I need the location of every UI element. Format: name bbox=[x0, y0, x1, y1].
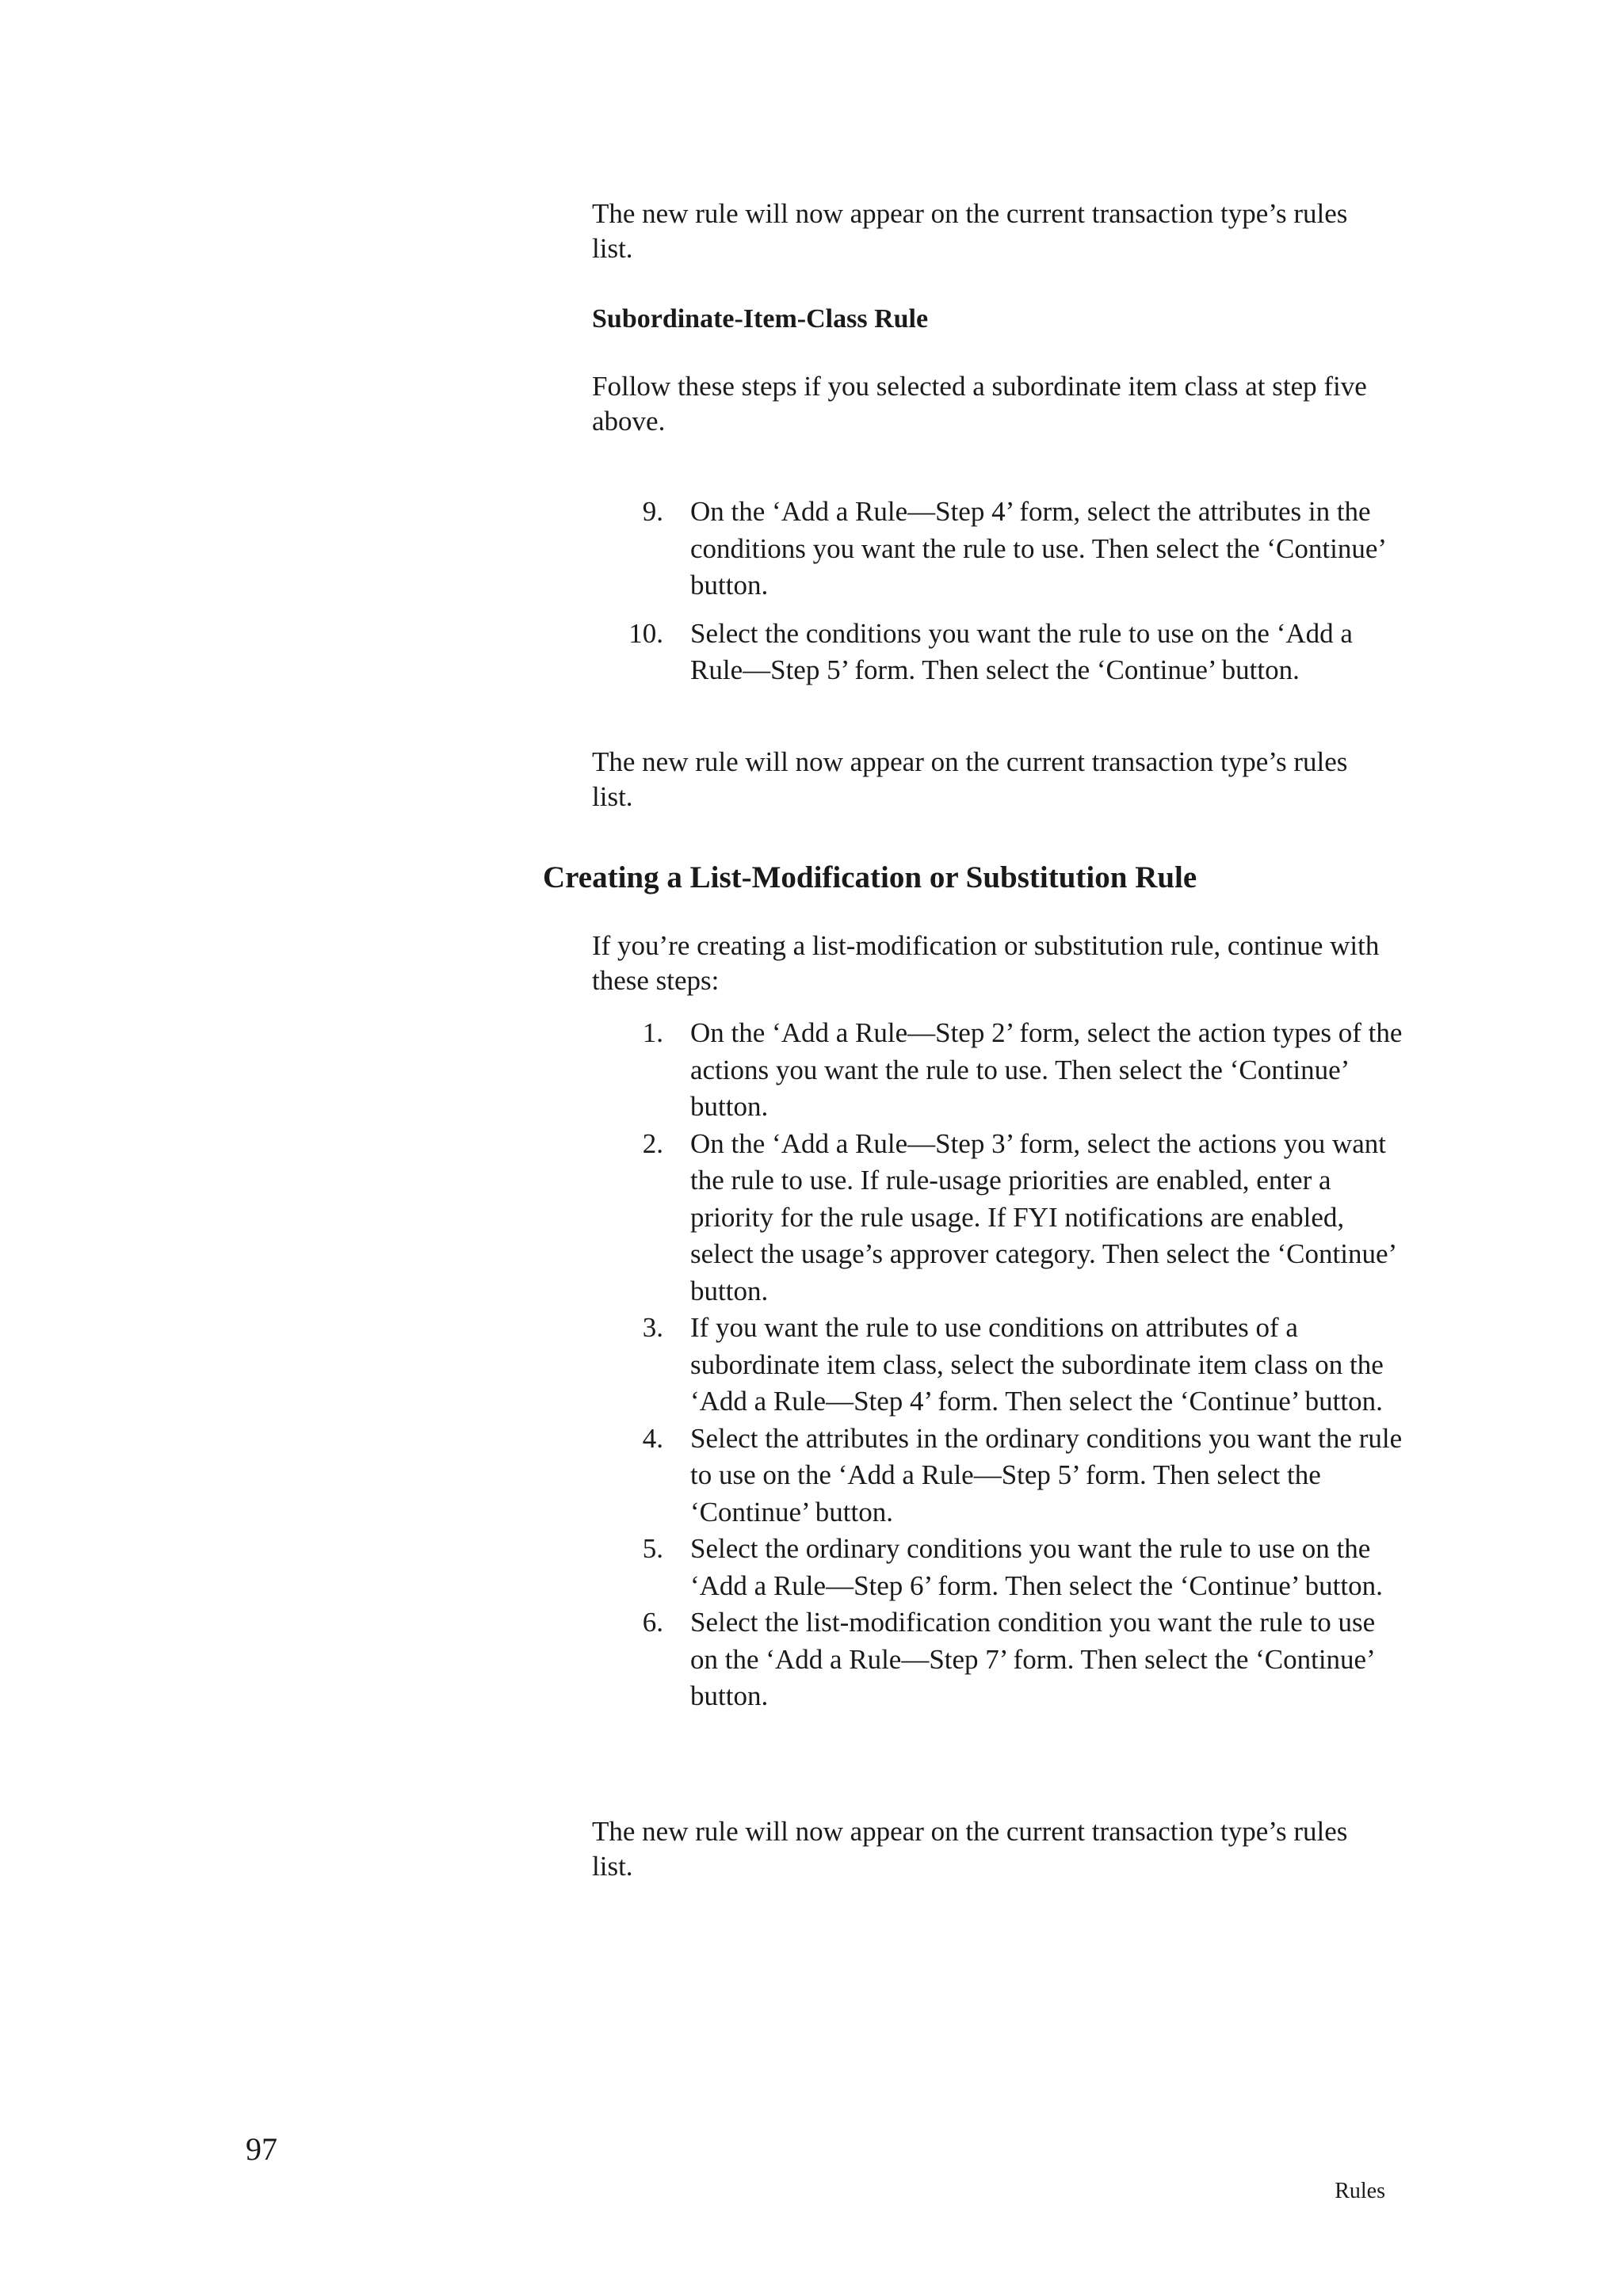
intro-paragraph: The new rule will now appear on the current transaction type’s rules list. bbox=[592, 198, 1348, 264]
step-text: On the ‘Add a Rule—Step 2’ form, select the action types of the actions you want the rule to use. Then select the ‘Continue’ button. bbox=[690, 1017, 1403, 1122]
list-item bbox=[592, 616, 1408, 689]
step-number: 4. bbox=[642, 1422, 663, 1454]
list-item bbox=[592, 1604, 1408, 1715]
step-number: 10. bbox=[628, 617, 663, 649]
step-text: On the ‘Add a Rule—Step 4’ form, select the attributes in the conditions you want the rule to use. Then select the ‘Continue’ button. bbox=[690, 496, 1385, 601]
step-text: Select the ordinary conditions you want the rule to use on the ‘Add a Rule—Step 6’ form. Then select the ‘Continue’ button. bbox=[690, 1533, 1383, 1601]
subordinate-steps-list bbox=[592, 494, 1408, 700]
list-item bbox=[592, 494, 1408, 605]
list-modification-steps-list bbox=[592, 1015, 1408, 1715]
list-item bbox=[592, 1531, 1408, 1604]
step-text: On the ‘Add a Rule—Step 3’ form, select the actions you want the rule to use. If rule-usage priorities are enabled, enter a priority for the rule usage. If FYI notifications are enabled, select the usage’s approver category. Then select the ‘Continue’ button. bbox=[690, 1127, 1396, 1306]
subordinate-outro-paragraph: The new rule will now appear on the current transaction type’s rules list. bbox=[592, 746, 1348, 812]
list-item bbox=[592, 1126, 1408, 1310]
step-number: 6. bbox=[642, 1607, 663, 1638]
page-number: 97 bbox=[246, 2131, 277, 2167]
step-text: If you want the rule to use conditions on attributes of a subordinate item class, select the subordinate item class on the ‘Add a Rule—Step 4’ form. Then select the ‘Continue’ button. bbox=[690, 1312, 1384, 1417]
list-modification-outro-paragraph: The new rule will now appear on the current transaction type’s rules list. bbox=[592, 1816, 1348, 1882]
list-modification-section-heading: Creating a List-Modification or Substitution Rule bbox=[543, 860, 1197, 894]
step-text: Select the conditions you want the rule to use on the ‘Add a Rule—Step 5’ form. Then select the ‘Continue’ button. bbox=[690, 617, 1353, 685]
step-number: 1. bbox=[642, 1017, 663, 1048]
subordinate-item-class-heading: Subordinate-Item-Class Rule bbox=[592, 304, 929, 334]
step-number: 5. bbox=[642, 1533, 663, 1564]
step-number: 9. bbox=[642, 496, 663, 527]
step-text: Select the list-modification condition you want the rule to use on the ‘Add a Rule—Step 7’ form. Then select the ‘Continue’ button. bbox=[690, 1607, 1376, 1711]
step-number: 3. bbox=[642, 1312, 663, 1343]
list-item bbox=[592, 1421, 1408, 1531]
step-text: Select the attributes in the ordinary conditions you want the rule to use on the ‘Add a Rule—Step 5’ form. Then select the ‘Continue’ button. bbox=[690, 1422, 1403, 1527]
list-item bbox=[592, 1015, 1408, 1126]
list-modification-intro-paragraph: If you’re creating a list-modification or substitution rule, continue with these steps: bbox=[592, 930, 1380, 996]
subordinate-intro-paragraph: Follow these steps if you selected a subordinate item class at step five above. bbox=[592, 371, 1367, 437]
step-number: 2. bbox=[642, 1127, 663, 1159]
list-item bbox=[592, 1310, 1408, 1421]
footer-section-label: Rules bbox=[1335, 2179, 1385, 2203]
